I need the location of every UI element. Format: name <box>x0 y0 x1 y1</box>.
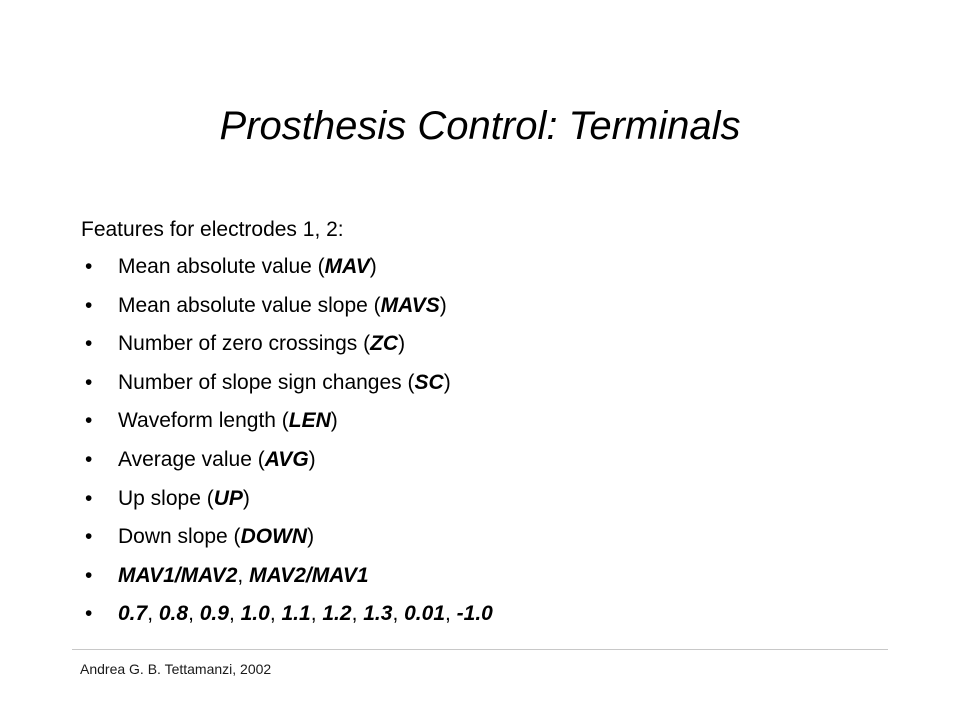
feature-item <box>81 441 901 480</box>
bullet-icon: • <box>85 332 93 356</box>
feature-abbrev: AVG <box>264 447 309 471</box>
feature-text: , <box>445 602 457 626</box>
feature-abbrev: 0.7 <box>118 602 148 626</box>
feature-abbrev: -1.0 <box>456 602 493 626</box>
intro-text: Features for electrodes 1, 2: <box>81 218 344 241</box>
footer-divider <box>72 649 888 650</box>
bullet-icon: • <box>85 525 93 549</box>
feature-item <box>81 287 901 326</box>
feature-text: ) <box>330 409 338 433</box>
feature-text: , <box>351 602 364 626</box>
feature-list <box>81 248 901 634</box>
feature-item <box>81 248 901 287</box>
bullet-icon: • <box>85 370 93 394</box>
feature-text: , <box>392 602 405 626</box>
feature-abbrev: SC <box>414 370 444 394</box>
feature-abbrev: 1.3 <box>363 602 393 626</box>
feature-abbrev: UP <box>213 486 243 510</box>
feature-abbrev: 1.0 <box>240 602 270 626</box>
bullet-icon: • <box>85 602 93 626</box>
feature-text: Number of zero crossings ( <box>118 332 371 356</box>
feature-text: Mean absolute value slope ( <box>118 293 381 317</box>
feature-abbrev: DOWN <box>240 525 308 549</box>
feature-abbrev: 0.8 <box>158 602 189 626</box>
footer-author: Andrea G. B. Tettamanzi, 2002 <box>80 661 272 677</box>
feature-text: , <box>237 563 250 587</box>
feature-item <box>81 595 901 634</box>
feature-text: ) <box>308 447 316 471</box>
feature-text: , <box>228 602 241 626</box>
feature-text: , <box>310 602 323 626</box>
feature-abbrev: 1.1 <box>281 602 311 626</box>
feature-item <box>81 557 901 596</box>
feature-text: ) <box>443 370 451 394</box>
feature-text: Number of slope sign changes ( <box>118 370 415 394</box>
feature-text: , <box>269 602 282 626</box>
feature-abbrev: 1.2 <box>322 602 352 626</box>
feature-text: Down slope ( <box>118 525 241 549</box>
bullet-icon: • <box>85 409 93 433</box>
bullet-icon: • <box>85 563 93 587</box>
feature-text: ) <box>398 332 406 356</box>
feature-item <box>81 325 901 364</box>
slide-content <box>81 211 901 634</box>
feature-abbrev: ZC <box>370 332 399 356</box>
feature-abbrev: MAV2/MAV1 <box>249 563 369 587</box>
feature-text: , <box>147 602 159 626</box>
bullet-icon: • <box>85 486 93 510</box>
feature-text: Waveform length ( <box>118 409 289 433</box>
bullet-icon: • <box>85 255 93 278</box>
feature-text: Mean absolute value ( <box>118 255 325 278</box>
feature-text: ) <box>369 255 377 278</box>
feature-abbrev: MAVS <box>380 293 440 317</box>
feature-abbrev: MAV1/MAV2 <box>118 563 238 587</box>
feature-text: , <box>188 602 200 626</box>
feature-text: Up slope ( <box>118 486 214 510</box>
feature-text: ) <box>242 486 250 510</box>
feature-abbrev: 0.9 <box>199 602 229 626</box>
feature-abbrev: MAV <box>324 255 370 278</box>
feature-item <box>81 518 901 557</box>
feature-item <box>81 402 901 441</box>
feature-abbrev: 0.01 <box>404 602 445 626</box>
feature-text: ) <box>307 525 315 549</box>
feature-text: Average value ( <box>118 447 265 471</box>
bullet-icon: • <box>85 293 93 317</box>
feature-abbrev: LEN <box>288 409 331 433</box>
feature-item <box>81 364 901 403</box>
bullet-icon: • <box>85 447 93 471</box>
feature-item <box>81 480 901 519</box>
feature-text: ) <box>439 293 447 317</box>
slide-title: Prosthesis Control: Terminals <box>219 104 741 148</box>
